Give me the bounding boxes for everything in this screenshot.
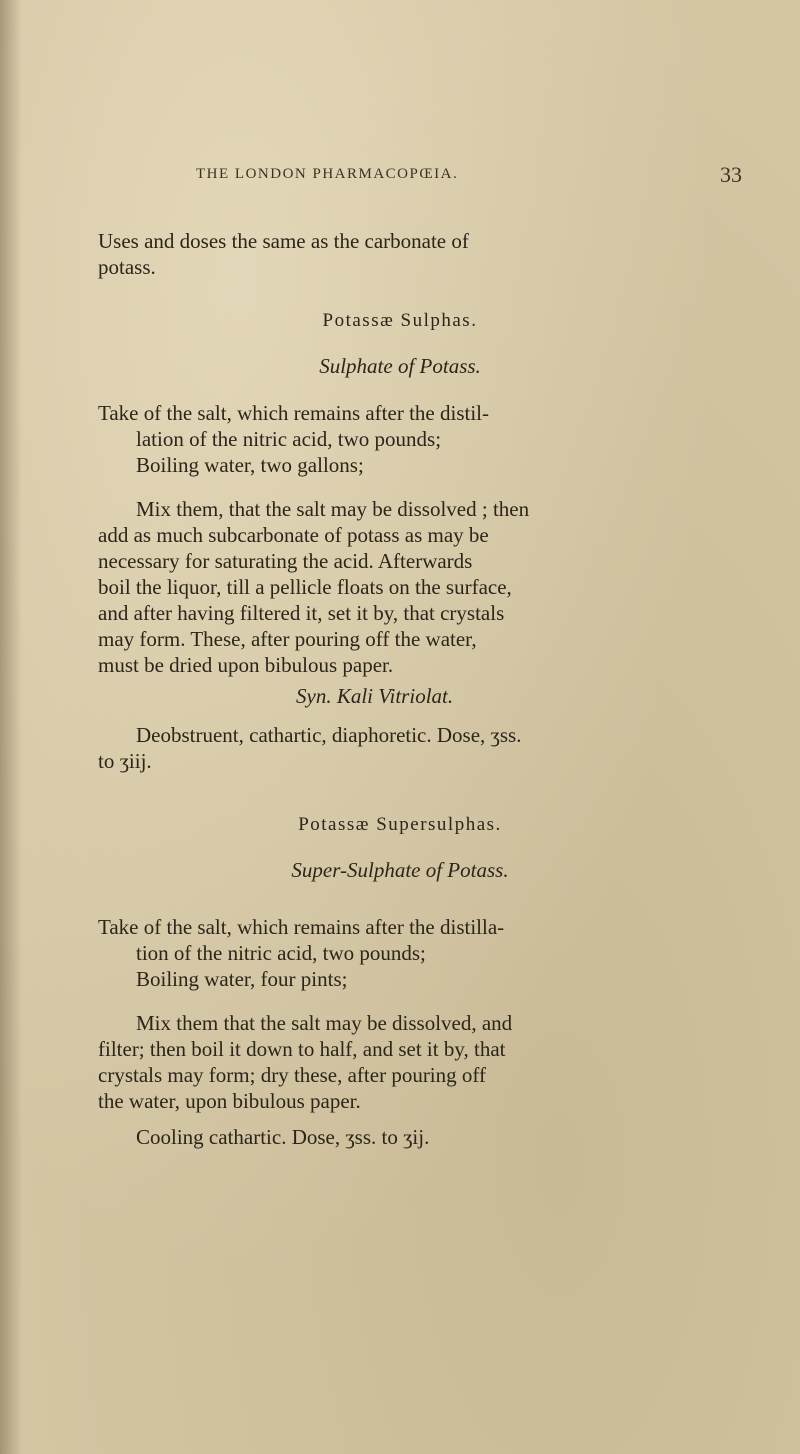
running-title: THE LONDON PHARMACOPŒIA. <box>196 166 459 182</box>
page-edge-shadow <box>0 0 22 1454</box>
recipe-line: Take of the salt, which remains after the distilla- <box>98 915 505 939</box>
section-heading-potassae-supersulphas: Potassæ Supersulphas. <box>298 814 502 835</box>
instruction-line: must be dried upon bibulous paper. <box>98 653 394 677</box>
uses-line: Deobstruent, cathartic, diaphoretic. Dose, ʒss. <box>136 723 522 747</box>
instruction-line: boil the liquor, till a pellicle floats on the surface, <box>98 575 512 599</box>
recipe-line: Take of the salt, which remains after the distil- <box>98 401 489 425</box>
instruction-line: add as much subcarbonate of potass as may be <box>98 523 489 547</box>
instruction-line: and after having filtered it, set it by, that crystals <box>98 601 505 625</box>
instruction-line: necessary for saturating the acid. Afterwards <box>98 549 473 573</box>
instruction-line: crystals may form; dry these, after pouring off <box>98 1063 486 1087</box>
running-head <box>196 162 742 196</box>
intro-line-2: potass. <box>98 255 156 279</box>
intro-line-1: Uses and doses the same as the carbonate of <box>98 229 469 253</box>
recipe-line: Boiling water, four pints; <box>136 967 348 991</box>
instruction-line: Mix them that the salt may be dissolved, and <box>136 1011 513 1035</box>
section-subheading-super-sulphate-of-potass: Super-Sulphate of Potass. <box>291 858 509 882</box>
page-number: 33 <box>720 162 742 187</box>
synonym-line: Syn. Kali Vitriolat. <box>296 684 454 708</box>
instruction-line: the water, upon bibulous paper. <box>98 1089 361 1113</box>
recipe-line: lation of the nitric acid, two pounds; <box>136 427 442 451</box>
section-heading-potassae-sulphas: Potassæ Sulphas. <box>322 310 478 331</box>
recipe-line: tion of the nitric acid, two pounds; <box>136 941 426 965</box>
uses-line: Cooling cathartic. Dose, ʒss. to ʒij. <box>136 1125 430 1149</box>
instruction-line: may form. These, after pouring off the water, <box>98 627 477 651</box>
recipe-line: Boiling water, two gallons; <box>136 453 364 477</box>
instruction-line: Mix them, that the salt may be dissolved ; then <box>136 497 530 521</box>
uses-line: to ʒiij. <box>98 749 152 773</box>
instruction-line: filter; then boil it down to half, and set it by, that <box>98 1037 506 1061</box>
section-subheading-sulphate-of-potass: Sulphate of Potass. <box>319 354 481 378</box>
